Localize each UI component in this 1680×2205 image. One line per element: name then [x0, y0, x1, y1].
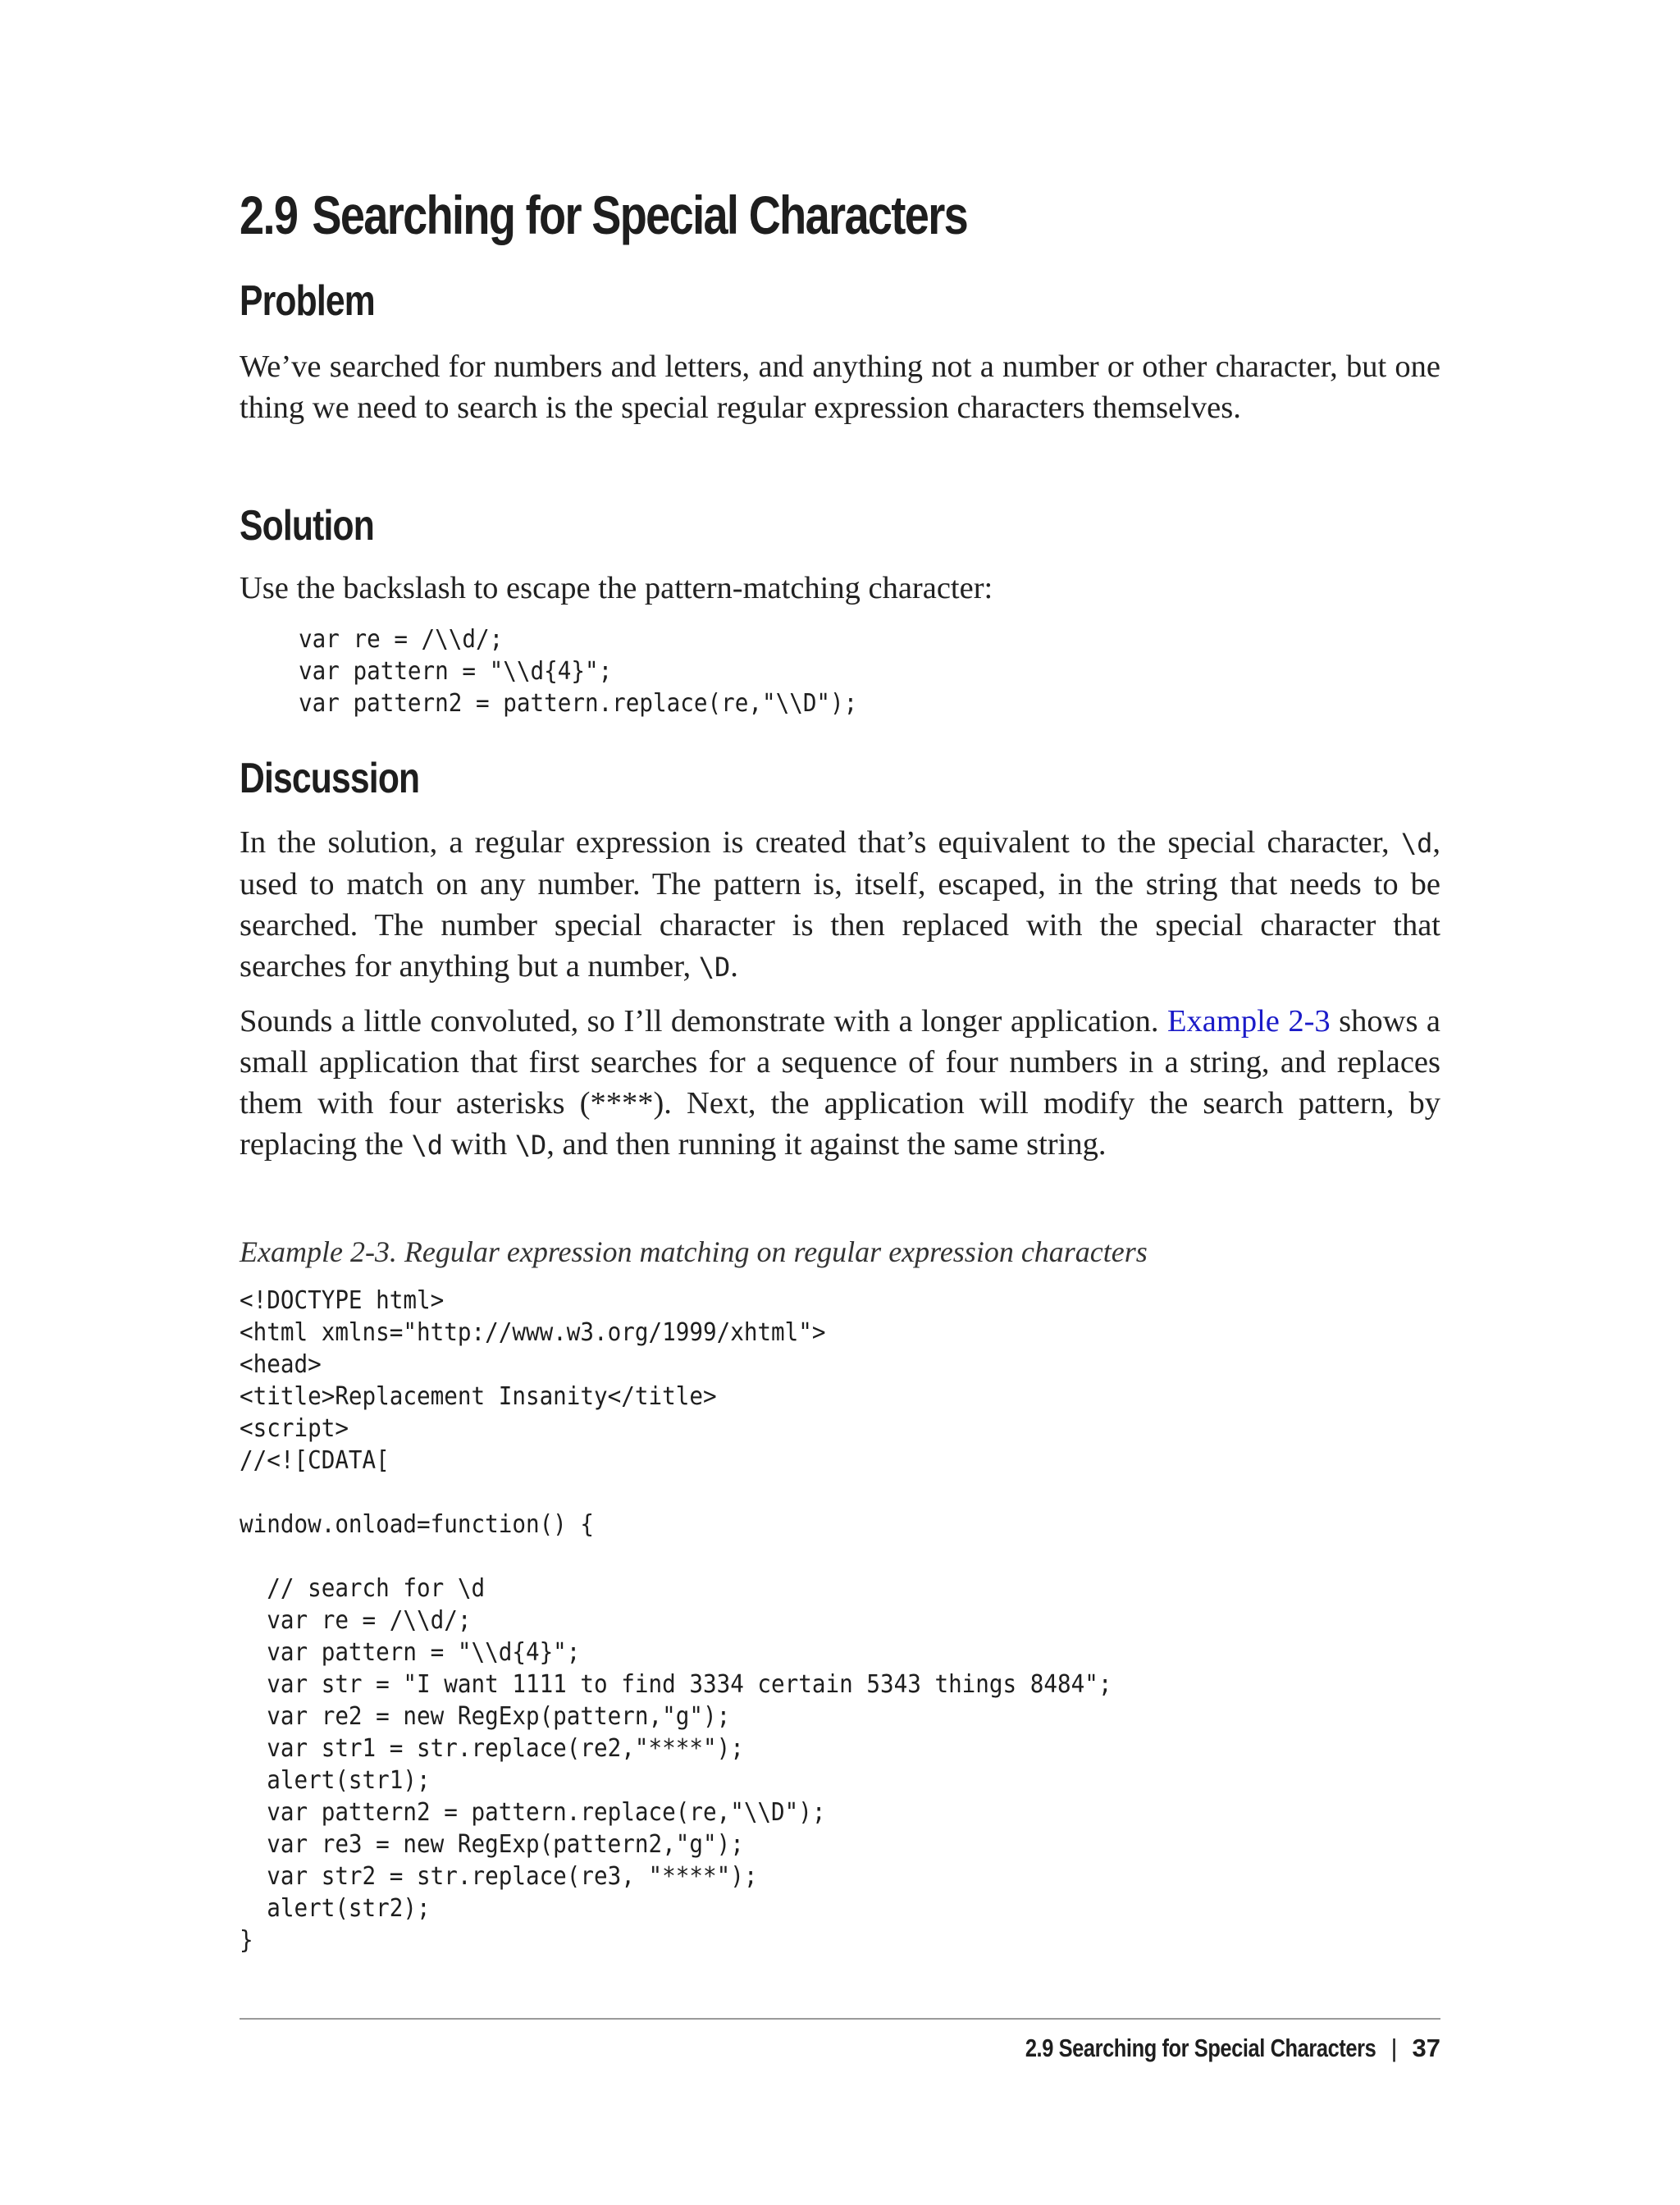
- solution-paragraph: Use the backslash to escape the pattern-matching character:: [240, 571, 993, 605]
- page-footer: [948, 2029, 1440, 2067]
- discussion-p2-text-d: , and then running it against the same string.: [546, 1127, 1107, 1162]
- discussion-p2-text-c: with: [443, 1127, 515, 1162]
- example-caption: Example 2-3. Regular expression matching on regular expression characters: [240, 1235, 1148, 1268]
- discussion-paragraph-1: [240, 822, 1440, 988]
- example-2-3-link[interactable]: Example 2-3: [1167, 1004, 1331, 1039]
- inline-code-D: \D: [698, 952, 731, 983]
- section-title-text: Searching for Special Characters: [312, 185, 968, 245]
- footer-section-title: 2.9 Searching for Special Characters: [1025, 2034, 1376, 2062]
- discussion-p1-text-c: .: [730, 949, 738, 984]
- inline-code-D-2: \D: [514, 1130, 547, 1161]
- problem-heading: Problem: [240, 277, 375, 325]
- page-number: 37: [1412, 2034, 1440, 2062]
- discussion-p2-text-b: shows a small application that first searches for a sequence of four numbers in a string, and replaces them with four asterisks (****). Next, the application will modify the search pattern, by replacing the: [240, 1004, 1440, 1162]
- section-number: 2.9: [240, 185, 298, 245]
- problem-paragraph: We’ve searched for numbers and letters, and anything not a number or other character, but one thing we need to search is the special regular expression characters themselves.: [240, 349, 1440, 425]
- discussion-p2-text-a: Sounds a little convoluted, so I’ll demonstrate with a longer application.: [240, 1004, 1168, 1039]
- discussion-paragraph-2: [240, 1001, 1440, 1166]
- footer-separator: |: [1390, 2034, 1398, 2062]
- inline-code-d-2: \d: [411, 1130, 444, 1161]
- discussion-p1-text-b: , used to match on any number. The pattern is, itself, escaped, in the string that needs to be searched. The number special character is then replaced with the special character that searches for anything but a number,: [240, 825, 1440, 984]
- solution-code-block: var re = /\\d/; var pattern = "\\d{4}"; var pattern2 = pattern.replace(re,"\\D");: [299, 625, 858, 718]
- discussion-heading: Discussion: [240, 755, 420, 802]
- example-code-block: <!DOCTYPE html> <html xmlns="http://www.w3.org/1999/xhtml"> <head> <title>Replacement Insanity</title> <script> //<![CDATA[ window.onload=function() { // search for \d var re = /\\d/; var pattern = "\\d{4}"; var str = "I want 1111 to find 3334 certain 5343 things 8484"; var re2 = new RegExp(pattern,"g"); var str1 = str.replace(re2,"****"); alert(str1); var pattern2 = pattern.replace(re,"\\D"); var re3 = new RegExp(pattern2,"g"); var str2 = str.replace(re3, "****"); alert(str2); }: [240, 1286, 1112, 1955]
- discussion-p1-text-a: In the solution, a regular expression is created that’s equivalent to the special character,: [240, 825, 1401, 860]
- footer-divider: [240, 2018, 1440, 2020]
- section-title: [240, 182, 967, 248]
- inline-code-d: \d: [1400, 828, 1433, 859]
- solution-heading: Solution: [240, 502, 374, 550]
